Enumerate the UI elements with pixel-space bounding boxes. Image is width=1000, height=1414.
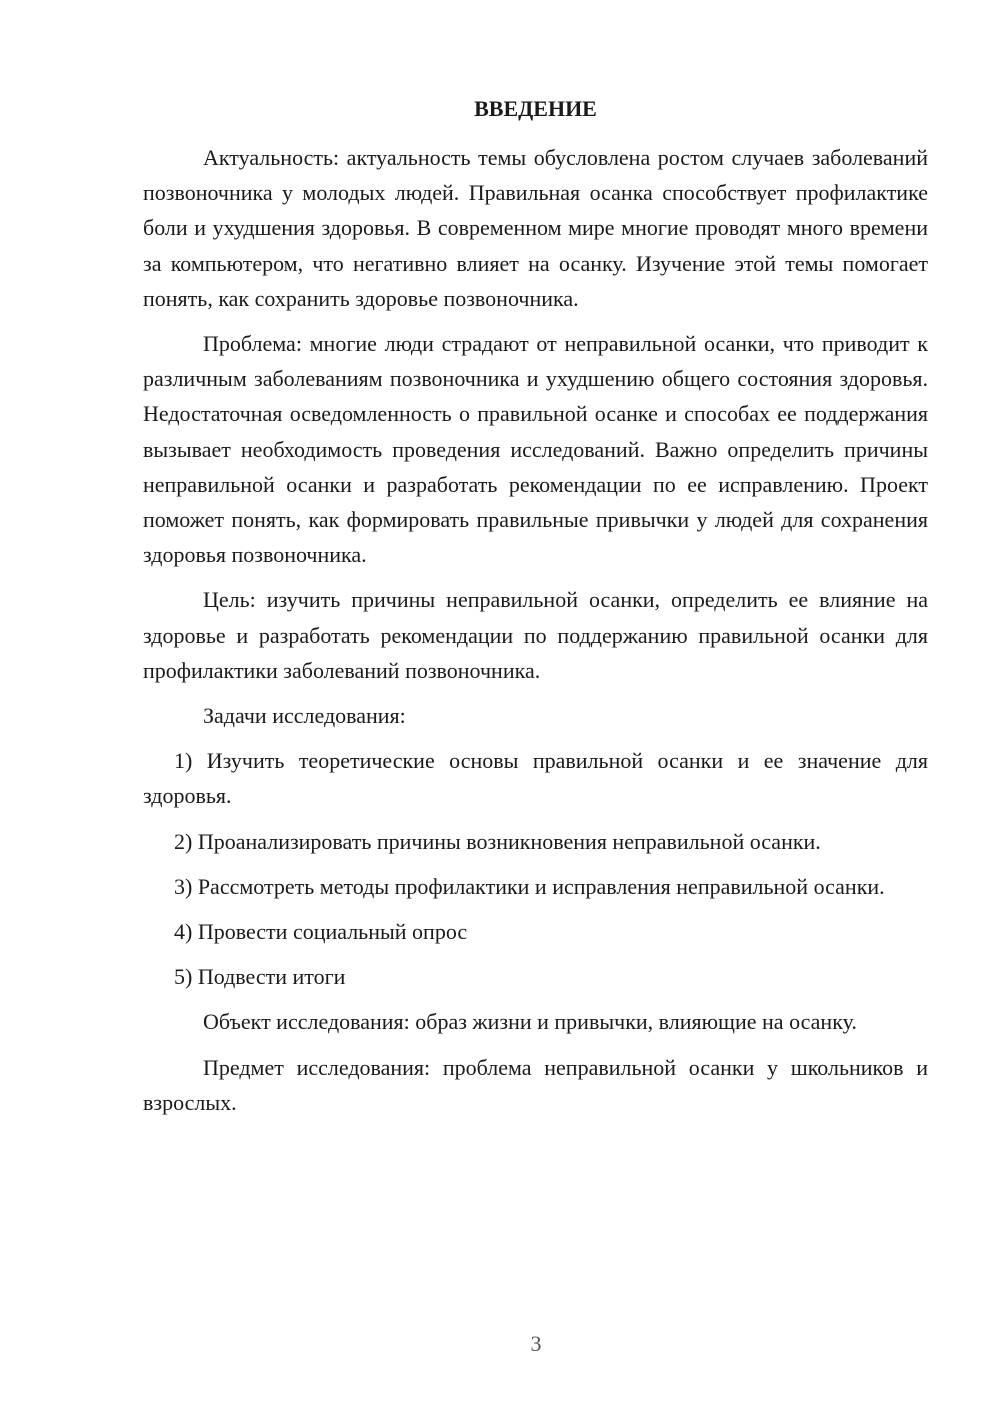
tasks-list bbox=[143, 743, 928, 994]
object-paragraph: Объект исследования: образ жизни и привычки, влияющие на осанку. bbox=[203, 1009, 857, 1035]
document-page bbox=[143, 88, 928, 1130]
task-item: 1) Изучить теоретические основы правильной осанки и ее значение для здоровья. bbox=[143, 748, 928, 809]
subject-paragraph: Предмет исследования: проблема неправильной осанки у школьников и взрослых. bbox=[143, 1054, 928, 1115]
task-item: 5) Подвести итоги bbox=[174, 964, 346, 990]
task-item: 2) Проанализировать причины возникновения неправильной осанки. bbox=[174, 828, 821, 854]
goal-paragraph: Цель: изучить причины неправильной осанки, определить ее влияние на здоровье и разработать рекомендации по поддержанию правильной осанки для профилактики заболеваний позвоночника. bbox=[143, 587, 928, 683]
problem-paragraph: Проблема: многие люди страдают от неправильной осанки, что приводит к различным заболеваниям позвоночника и ухудшению общего состояния здоровья. Недостаточная осведомленность о правильной осанке и способах ее поддержания вызывает необходимость проведения исследований. Важно определить причины неправильной осанки и разработать рекомендации по ее исправлению. Проект поможет понять, как формировать правильные привычки у людей для сохранения здоровья позвоночника. bbox=[143, 331, 928, 568]
task-item: 4) Провести социальный опрос bbox=[174, 919, 468, 945]
relevance-paragraph: Актуальность: актуальность темы обусловлена ростом случаев заболеваний позвоночника у молодых людей. Правильная осанка способствует профилактике боли и ухудшения здоровья. В современном мире многие проводят много времени за компьютером, что негативно влияет на осанку. Изучение этой темы помогает понять, как сохранить здоровье позвоночника. bbox=[143, 145, 928, 311]
tasks-title: Задачи исследования: bbox=[203, 703, 406, 729]
task-item: 3) Рассмотреть методы профилактики и исправления неправильной осанки. bbox=[174, 873, 885, 899]
page-number: 3 bbox=[530, 1331, 542, 1356]
page-title: ВВЕДЕНИЕ bbox=[474, 96, 597, 121]
